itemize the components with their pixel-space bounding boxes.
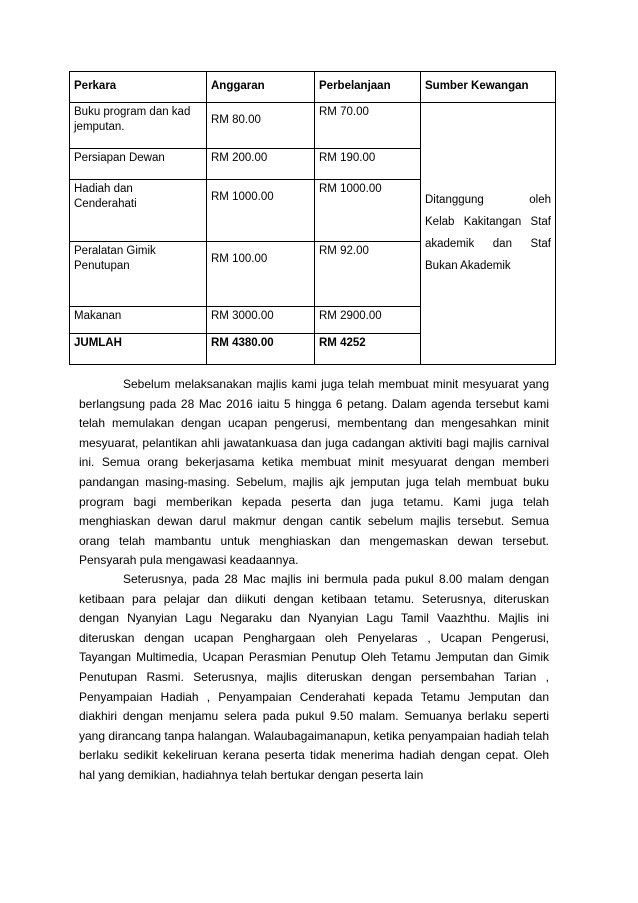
spent-cell: RM 2900.00: [315, 307, 421, 334]
item-cell: [70, 180, 207, 242]
table-row: [70, 103, 556, 149]
paragraph: [79, 570, 549, 786]
budget-cell: RM 1000.00: [207, 180, 315, 242]
spent-cell: RM 92.00: [315, 242, 421, 307]
spent-cell: RM 190.00: [315, 149, 421, 180]
item-cell: [70, 242, 207, 307]
source-line: akademik dan Staf: [425, 237, 551, 250]
paragraph-text: Sebelum melaksanakan majlis kami juga telah membuat minit mesyuarat yang berlangsung pada 28 Mac 2016 iaitu 5 hingga 6 petang. Dalam agenda tersebut kami telah memulakan dengan ucapan pengerusi, membentang dan mengesahkan minit mesyuarat, pelantikan ahli jawatankuasa dan juga cadangan aktiviti bagi majlis carnival ini. Semua orang bekerjasama ketika membuat minit mesyuarat dengan memberi pandangan masing-masing. Sebelum, majlis ajk jemputan juga telah membuat buku program bagi memberikan kepada peserta dan juga tetamu. Kami juga telah menghiaskan dewan darul makmur dengan cantik sebelum majlis tersebut. Semua orang telah mambantu untuk menghiaskan dan mengemaskan dewan tersebut. Pensyarah pula mengawasi keadaannya.: [79, 377, 549, 568]
source-line: Ditanggung oleh: [425, 193, 551, 206]
total-budget-cell: RM 4380.00: [207, 334, 315, 365]
spent-cell: RM 70.00: [315, 103, 421, 149]
item-line: Penutupan: [74, 260, 130, 272]
budget-cell: RM 200.00: [207, 149, 315, 180]
spent-cell: RM 1000.00: [315, 180, 421, 242]
item-cell: Persiapan Dewan: [70, 149, 207, 180]
total-label-cell: JUMLAH: [70, 334, 207, 365]
item-cell: Makanan: [70, 307, 207, 334]
paragraph: [79, 375, 549, 571]
item-cell: Buku program dan kad jemputan.: [70, 103, 207, 149]
budget-cell: RM 3000.00: [207, 307, 315, 334]
table-header-row: [70, 72, 556, 103]
total-spent-cell: RM 4252: [315, 334, 421, 365]
header-perkara: Perkara: [70, 72, 207, 103]
item-line: Cenderahati: [74, 198, 137, 210]
header-sumber-kewangan: Sumber Kewangan: [421, 72, 556, 103]
source-line: Bukan Akademik: [425, 259, 511, 272]
header-anggaran: Anggaran: [207, 72, 315, 103]
source-cell: [421, 103, 556, 365]
item-line: Hadiah dan: [74, 183, 133, 195]
item-line: Peralatan Gimik: [74, 245, 156, 257]
budget-cell: RM 80.00: [207, 103, 315, 149]
budget-cell: RM 100.00: [207, 242, 315, 307]
budget-table: [69, 71, 556, 365]
source-line: Kelab Kakitangan Staf: [425, 215, 551, 228]
paragraph-text: Seterusnya, pada 28 Mac majlis ini bermula pada pukul 8.00 malam dengan ketibaan para pelajar dan diikuti dengan ketibaan tetamu. Seterusnya, diteruskan dengan Nyanyian Lagu Negaraku dan Nyanyian Lagu Tamil Vaazhthu. Majlis ini diteruskan dengan ucapan Penghargaan oleh Penyelaras , Ucapan Pengerusi, Tayangan Multimedia, Ucapan Perasmian Penutup Oleh Tetamu Jemputan dan Gimik Penutupan Rasmi. Seterusnya, majlis diteruskan dengan persembahan Tarian , Penyampaian Hadiah , Penyampaian Cenderahati kepada Tetamu Jemputan dan diakhiri dengan menjamu selera pada pukul 9.50 malam. Semuanya berlaku seperti yang dirancang tanpa halangan. Walaubagaimanapun, ketika penyampaian hadiah telah berlaku sedikit kekeliruan kerana peserta tidak menerima hadiah dengan cepat. Oleh hal yang demikian, hadiahnya telah bertukar dengan peserta lain: [79, 572, 549, 782]
header-perbelanjaan: Perbelanjaan: [315, 72, 421, 103]
